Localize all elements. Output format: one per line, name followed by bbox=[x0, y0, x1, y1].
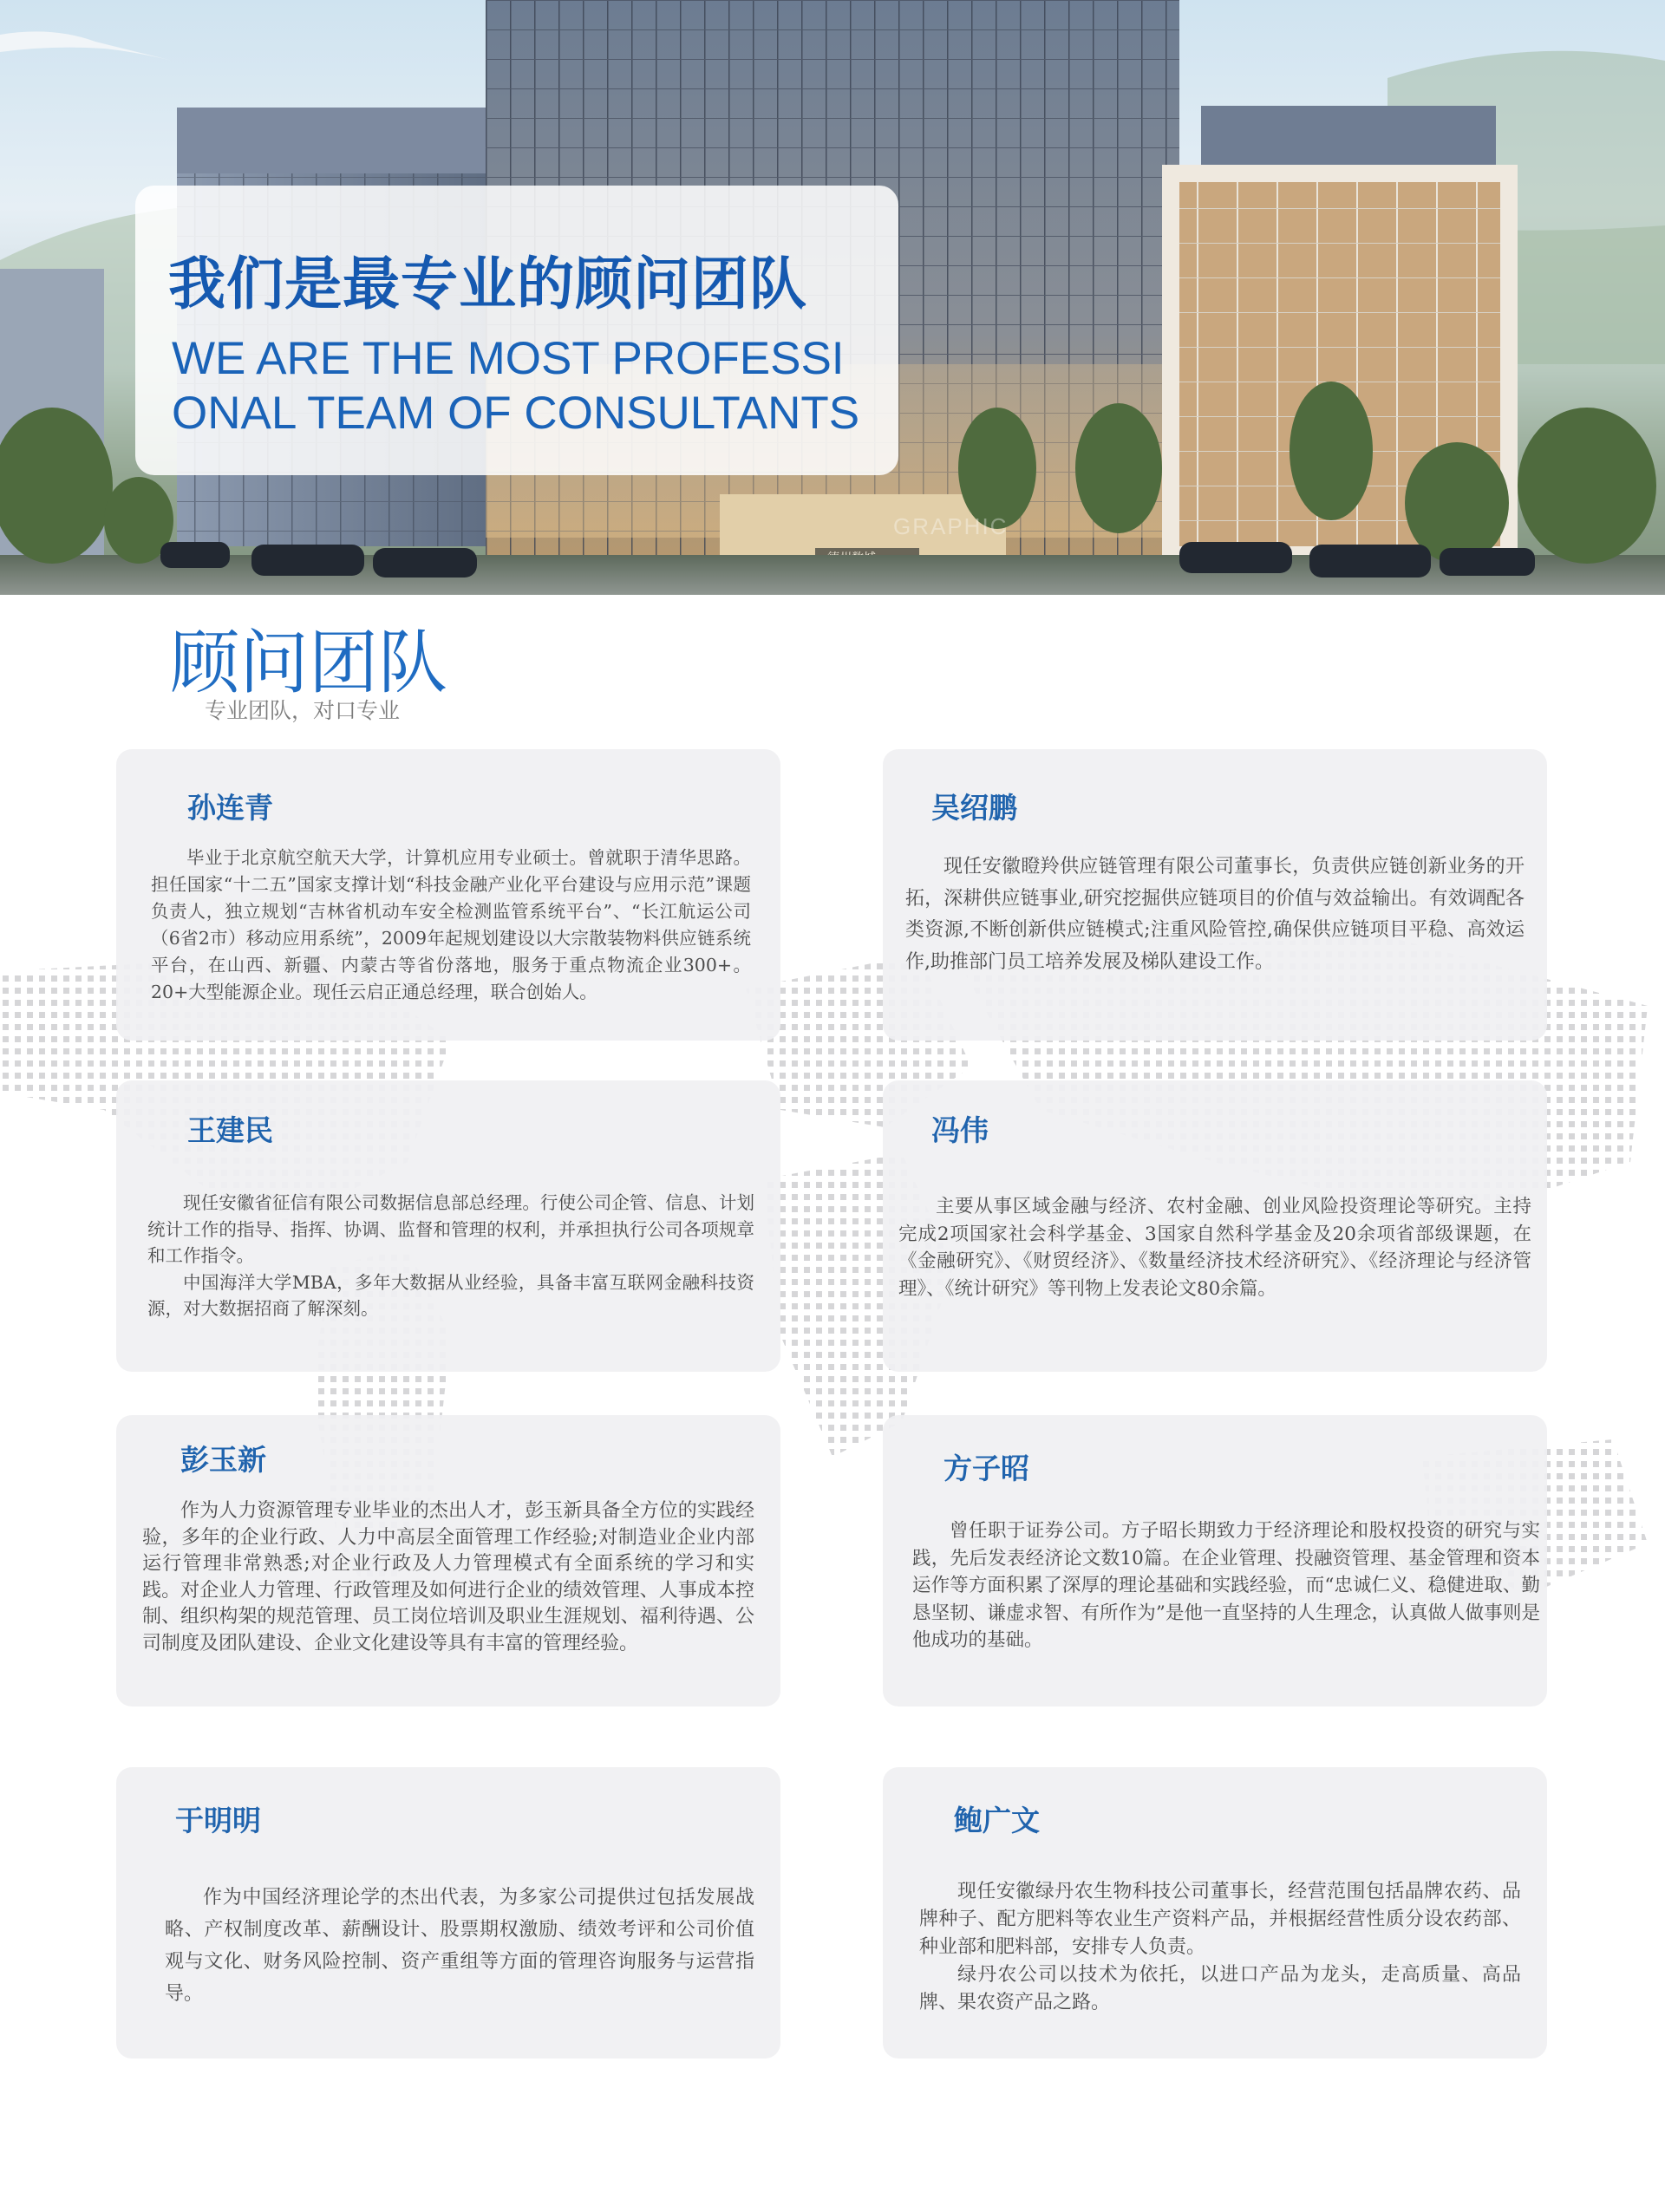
consultant-card-wu-shaopeng bbox=[883, 749, 1547, 1041]
consultant-card-yu-mingming bbox=[116, 1767, 780, 2059]
dotted-world-map bbox=[0, 936, 1665, 1847]
consultant-card-feng-wei bbox=[883, 1080, 1547, 1372]
consultant-bio bbox=[905, 852, 1525, 978]
hero-title-en: WE ARE THE MOST PROFESSIONAL TEAM OF CONSULTANTS bbox=[172, 333, 860, 439]
seagull-shape bbox=[0, 31, 186, 64]
consultant-bio bbox=[919, 1878, 1521, 2017]
bio-paragraph: 绿丹农公司以技术为依托，以进口产品为龙头，走高质量、高品牌、果农资产品之路。 bbox=[919, 1964, 1521, 2013]
consultant-card-peng-yuxin bbox=[116, 1415, 780, 1706]
consultant-bio bbox=[165, 1882, 754, 2010]
hero-title-cn: 我们是最专业的顾问团队 bbox=[168, 251, 807, 317]
consultant-name: 彭玉新 bbox=[180, 1443, 266, 1477]
consultant-card-sun-lianqing bbox=[116, 749, 780, 1041]
bio-paragraph: 中国海洋大学MBA，多年大数据从业经验，具备丰富互联网金融科技资源，对大数据招商了解深刻。 bbox=[147, 1271, 754, 1319]
consultant-name: 吴绍鹏 bbox=[931, 791, 1017, 825]
bio-paragraph: 毕业于北京航空航天大学，计算机应用专业硕士。曾就职于清华思路。担任国家“十二五”国家支撑计划“科技金融产业化平台建设与应用示范”课题负责人，独立规划“吉林省机动车安全检测监管系统平台”、“长江航运公司（6省2市）移动应用系统”，2009年起规划建设以大宗散装物料供应链系统平台，在山西、新疆、内蒙古等省份落地，服务于重点物流企业300+。20+大型能源企业。现任云启正通总经理，联合创始人。 bbox=[151, 847, 751, 1002]
bio-paragraph: 曾任职于证券公司。方子昭长期致力于经济理论和股权投资的研究与实践，先后发表经济论文数10篇。在企业管理、投融资管理、基金管理和资本运作等方面积累了深厚的理论基础和实践经验，而“忠诚仁义、稳健进取、勤恳坚韧、谦虚求智、有所作为”是他一直坚持的人生理念，认真做人做事则是他成功的基础。 bbox=[912, 1520, 1540, 1651]
consultant-name: 孙连青 bbox=[187, 791, 273, 825]
section-subtitle: 专业团队，对口专业 bbox=[205, 698, 401, 723]
consultant-bio bbox=[912, 1517, 1540, 1654]
section-title: 顾问团队 bbox=[170, 623, 447, 703]
consultant-card-wang-jianmin bbox=[116, 1080, 780, 1372]
consultant-name: 王建民 bbox=[187, 1113, 273, 1147]
consultant-name: 冯伟 bbox=[931, 1113, 989, 1147]
bio-paragraph: 主要从事区域金融与经济、农村金融、创业风险投资理论等研究。主持完成2项国家社会科学基金、3国家自然科学基金及20余项省部级课题，在《金融研究》、《财贸经济》、《数量经济技术经济研究》、《经济理论与经济管理》、《统计研究》等刊物上发表论文80余篇。 bbox=[898, 1196, 1531, 1300]
consultant-name: 鲍广文 bbox=[954, 1804, 1040, 1837]
bio-paragraph: 现任安徽省征信有限公司数据信息部总经理。行使公司企管、信息、计划统计工作的指导、指挥、协调、监督和管理的权利，并承担执行公司各项规章和工作指令。 bbox=[147, 1192, 754, 1266]
consultant-bio bbox=[151, 845, 751, 1006]
consultant-name: 于明明 bbox=[175, 1804, 261, 1837]
hero-watermark: GRAPHIC bbox=[893, 513, 1009, 539]
consultant-card-fang-zizhao bbox=[883, 1415, 1547, 1706]
consultant-bio bbox=[898, 1193, 1531, 1302]
bio-paragraph: 现任安徽瞪羚供应链管理有限公司董事长，负责供应链创新业务的开拓，深耕供应链事业,研究挖掘供应链项目的价值与效益输出。有效调配各类资源,不断创新供应链模式;注重风险管控,确保供应链项目平稳、高效运作,助推部门员工培养发展及梯队建设工作。 bbox=[905, 856, 1525, 973]
bio-paragraph: 作为人力资源管理专业毕业的杰出人才，彭玉新具备全方位的实践经验，多年的企业行政、人力中高层全面管理工作经验;对制造业企业内部运行管理非常熟悉;对企业行政及人力管理模式有全面系统的学习和实践。对企业人力管理、行政管理及如何进行企业的绩效管理、人事成本控制、组织构架的规范管理、员工岗位培训及职业生涯规划、福利待遇、公司制度及团队建设、企业文化建设等具有丰富的管理经验。 bbox=[142, 1500, 754, 1654]
bio-paragraph: 作为中国经济理论学的杰出代表，为多家公司提供过包括发展战略、产权制度改革、薪酬设计、股票期权激励、绩效考评和公司价值观与文化、财务风险控制、资产重组等方面的管理咨询服务与运营指导。 bbox=[165, 1887, 754, 2005]
hero-title-card bbox=[135, 186, 898, 475]
bio-paragraph: 现任安徽绿丹农生物科技公司董事长，经营范围包括晶牌农药、品牌种子、配方肥料等农业生产资料产品，并根据经营性质分设农药部、种业部和肥料部，安排专人负责。 bbox=[919, 1881, 1521, 1958]
hero-banner bbox=[0, 0, 1665, 595]
consultant-bio bbox=[147, 1190, 754, 1322]
consultant-bio bbox=[142, 1498, 754, 1657]
consultant-name: 方子昭 bbox=[944, 1452, 1029, 1485]
consultant-card-bao-guangwen bbox=[883, 1767, 1547, 2059]
